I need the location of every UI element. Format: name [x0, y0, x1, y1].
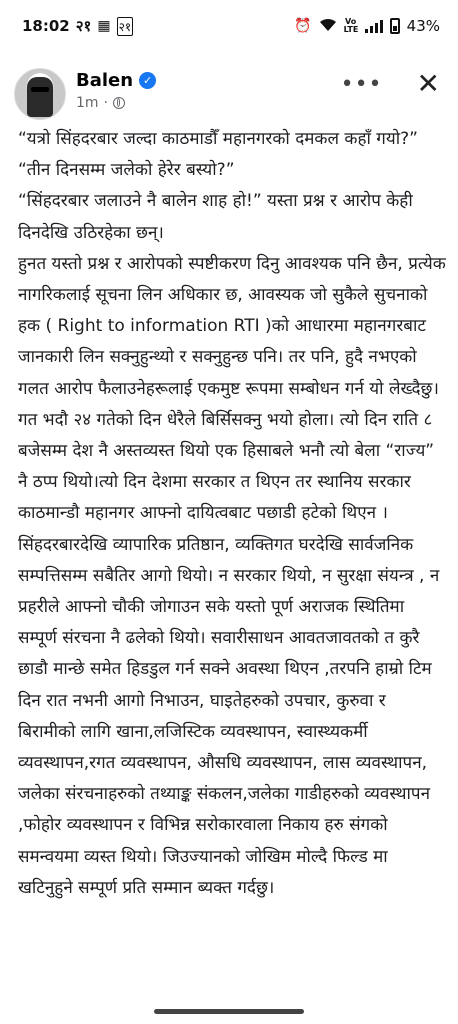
status-notification-text-2: २१ — [117, 17, 133, 36]
close-icon[interactable]: ✕ — [416, 67, 440, 100]
post-time[interactable]: 1m — [76, 95, 99, 111]
alarm-icon: ⏰ — [294, 18, 312, 34]
author-line — [76, 70, 156, 91]
status-left — [22, 16, 133, 36]
avatar-glasses — [31, 87, 49, 92]
more-icon[interactable]: ••• — [340, 71, 383, 97]
post-meta — [76, 95, 156, 111]
avatar[interactable] — [14, 68, 66, 120]
status-bar — [0, 0, 458, 52]
post-paragraph-1: “यत्रो सिंहदरबार जल्दा काठमाडौँ महानगरको दमकल कहाँ गयो?” “तीन दिनसम्म जलेको हेरेर बस्यो?” — [18, 129, 418, 181]
calendar-icon: ▦ — [97, 18, 111, 34]
post-body — [0, 118, 458, 904]
status-right — [294, 17, 440, 35]
globe-icon — [113, 97, 125, 109]
header-actions — [341, 68, 440, 98]
wifi-icon — [319, 18, 337, 35]
home-indicator[interactable] — [154, 1009, 304, 1014]
verified-badge-icon: ✓ — [139, 72, 156, 89]
post-paragraph-3: हुनत यस्तो प्रश्न र आरोपको स्पष्टीकरण दिनु आवश्यक पनि छैन, प्रत्येक नागरिकलाई सूचना लिन अधिकार छ, आवस्यक जो सुकैले सुचनाको हक ( Right to information RTI )को आधारमा महानगरबाट जानकारी लिन सक्नुहुन्थ्यो र सक्नुहुन्छ पनि। तर पनि, हुदै नभएको गलत आरोप फैलाउनेहरूलाई एकमुष्ट रूपमा सम्बोधन गर्न यो लेख्दैछु। गत भदौ २४ गतेको दिन धेरैले बिर्सिसक्नु भयो होला। त्यो दिन राति ८ बजेसम्म देश नै अस्तव्यस्त थियो एक हिसाबले भनौ त्यो बेला “राज्य” नै ठप्प थियो।त्यो दिन देशमा सरकार त थिएन तर स्थानिय सरकार काठमान्डौ महानगर आफ्नो दायित्वबाट पछाडी हटेको थिएन । सिंहदरबारदेखि व्यापारिक प्रतिष्ठान, व्यक्तिगत घरदेखि सार्वजनिक सम्पत्तिसम्म सबैतिर आगो थियो। न सरकार थियो, न सुरक्षा संयन्त्र , न प्रहरीले आफ्नो चौकी जोगाउन सके यस्तो पूर्ण अराजक स्थितिमा सम्पूर्ण संरचना नै ढलेको थियो। सवारीसाधन आवतजावतको त कुरै छाडौ मान्छे समेत हिडडुल गर्न सक्ने अवस्था थिएन ,तरपनि हाम्रो टिम दिन रात नभनी आगो निभाउन, घाइतेहरुको उपचार, कुरुवा र बिरामीको लागि खाना,लजिस्टिक व्यवस्थापन, स्वास्थ्यकर्मी व्यवस्थापन,रगत व्यवस्थापन, औसधि व्यवस्थापन, लास व्यवस्थापन, जलेका संरचनाहरुको तथ्याङ्क संकलन,जलेका गाडीहरुको व्यवस्थापन ,फोहोर व्यवस्थापन र विभिन्न सरोकारवाला निकाय हरु संगको समन्वयमा व्यस्त थियो। जिउज्यानको जोखिम मोल्दै फिल्ड मा खटिनुहुने सम्पूर्ण प्रति सम्मान ब्यक्त गर्दछु। — [18, 253, 446, 898]
post-paragraph-2: “सिंहदरबार जलाउने नै बालेन शाह हो!” यस्ता प्रश्न र आरोप केही दिनदेखि उठिरहेका छन्। — [18, 191, 413, 243]
volte-icon: Vo LTE — [343, 17, 359, 34]
author-block — [76, 68, 156, 111]
battery-percent: 43% — [406, 17, 440, 35]
meta-separator: · — [103, 95, 108, 111]
status-notification-text-1: २१ — [75, 17, 92, 35]
battery-icon — [390, 18, 400, 34]
status-time: 18:02 — [22, 17, 70, 35]
avatar-figure — [27, 77, 53, 117]
author-name[interactable]: Balen — [76, 70, 134, 91]
signal-icon — [365, 19, 383, 33]
post-header — [0, 52, 458, 118]
